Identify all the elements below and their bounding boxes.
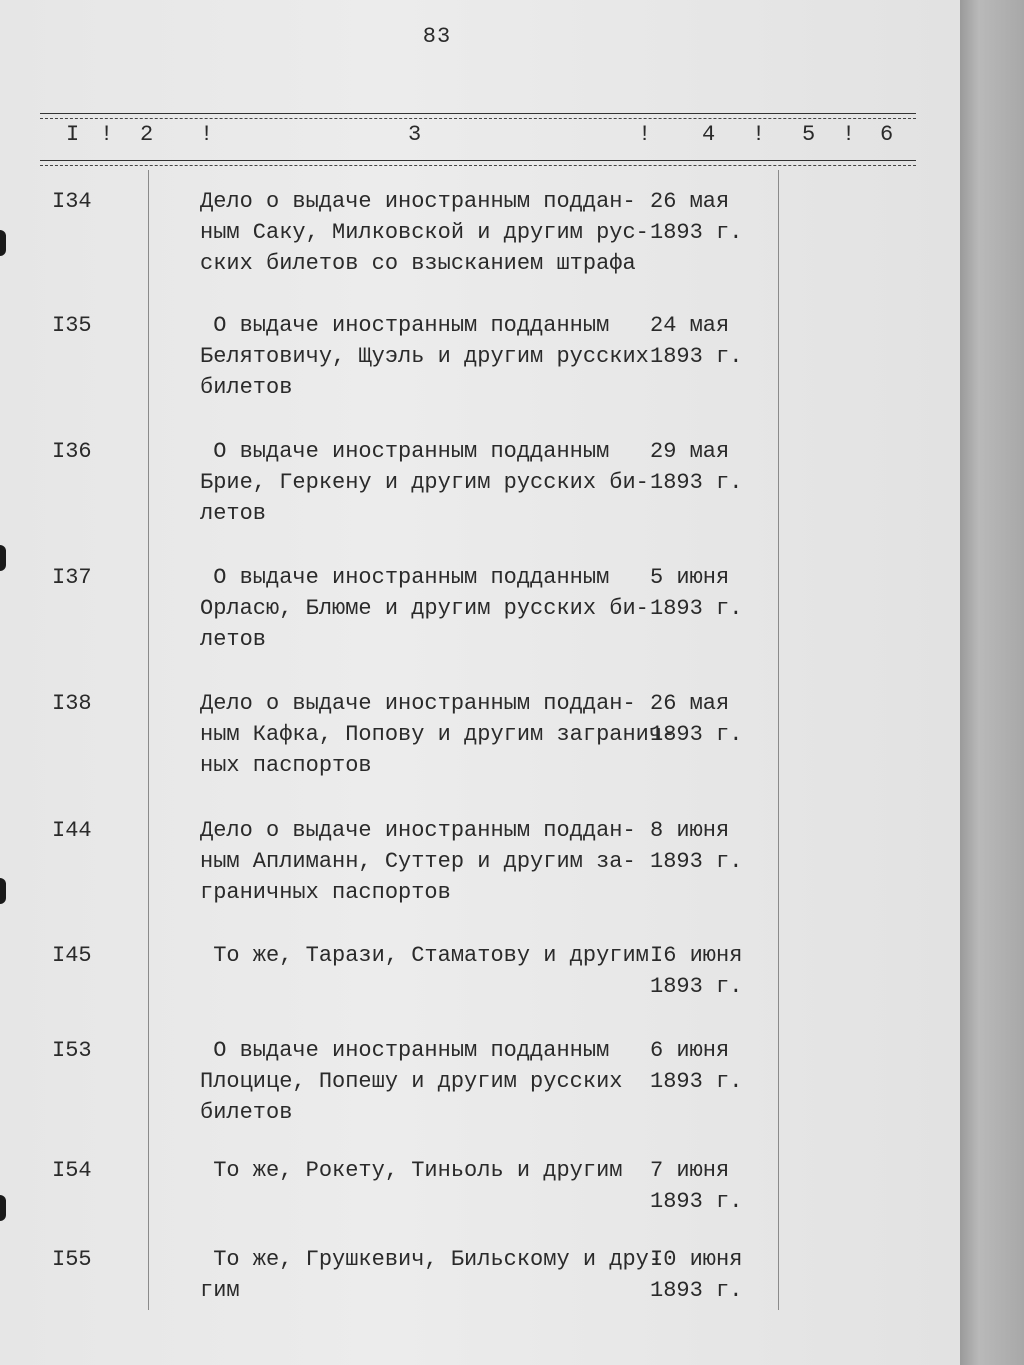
punch-hole-icon (0, 1195, 6, 1221)
entry-date: 8 июня 1893 г. (650, 818, 743, 874)
entry-description: О выдаче иностранным подданным Брие, Геркену и другим русских би- летов (200, 439, 649, 526)
header-separator: ! (638, 122, 652, 147)
entry-date: 5 июня 1893 г. (650, 565, 743, 621)
entry-number: I35 (52, 313, 92, 338)
header-rule-top (40, 113, 916, 114)
header-rule-bottom (40, 160, 916, 161)
header-separator: ! (752, 122, 766, 147)
header-separator: ! (100, 122, 114, 147)
header-col-6: 6 (880, 122, 894, 147)
entry-date: I6 июня 1893 г. (650, 943, 743, 999)
header-separator: ! (842, 122, 856, 147)
entry-description: То же, Грушкевич, Бильскому и дру- гим (200, 1247, 663, 1303)
header-col-3: 3 (408, 122, 422, 147)
entry-number: I54 (52, 1158, 92, 1183)
page-edge-shadow (960, 0, 1024, 1365)
list-item (0, 1244, 900, 1354)
header-col-1: I (66, 122, 80, 147)
entry-description: Дело о выдаче иностранным поддан- ным Аплиманн, Суттер и другим за- граничных паспортов (200, 818, 636, 905)
list-item (0, 688, 900, 798)
list-item (0, 310, 900, 420)
list-item (0, 186, 900, 296)
list-item (0, 940, 900, 1050)
list-item (0, 436, 900, 546)
entry-number: I36 (52, 439, 92, 464)
header-col-2: 2 (140, 122, 154, 147)
page-number: 83 (422, 24, 452, 49)
entry-date: 24 мая 1893 г. (650, 313, 743, 369)
entry-number: I34 (52, 189, 92, 214)
entry-description: О выдаче иностранным подданным Орласю, Блюме и другим русских би- летов (200, 565, 649, 652)
entry-description: О выдаче иностранным подданным Белятовичу, Щуэль и другим русских билетов (200, 313, 649, 400)
entry-description: То же, Тарази, Стаматову и другим (200, 943, 649, 968)
header-col-5: 5 (802, 122, 816, 147)
entry-number: I55 (52, 1247, 92, 1272)
header-rule-bottom-dashed (40, 165, 916, 166)
header-rule-top-dashed (40, 118, 916, 119)
entry-number: I38 (52, 691, 92, 716)
entry-description: О выдаче иностранным подданным Плоцице, Попешу и другим русских билетов (200, 1038, 623, 1125)
entry-date: I0 июня 1893 г. (650, 1247, 743, 1303)
list-item (0, 562, 900, 672)
entry-number: I37 (52, 565, 92, 590)
header-col-4: 4 (702, 122, 716, 147)
entry-description: То же, Рокету, Тиньоль и другим (200, 1158, 623, 1183)
entry-number: I53 (52, 1038, 92, 1063)
entry-date: 26 мая 1893 г. (650, 189, 743, 245)
entry-description: Дело о выдаче иностранным поддан- ным Кафка, Попову и другим загранич- ных паспортов (200, 691, 676, 778)
entry-date: 29 мая 1893 г. (650, 439, 743, 495)
entry-number: I45 (52, 943, 92, 968)
entry-date: 7 июня 1893 г. (650, 1158, 743, 1214)
entry-date: 6 июня 1893 г. (650, 1038, 743, 1094)
list-item (0, 1035, 900, 1145)
entry-description: Дело о выдаче иностранным поддан- ным Саку, Милковской и другим рус- ских билетов со взысканием штрафа (200, 189, 649, 276)
list-item (0, 815, 900, 925)
entry-number: I44 (52, 818, 92, 843)
header-separator: ! (200, 122, 214, 147)
punch-hole-icon (0, 545, 6, 571)
punch-hole-icon (0, 878, 6, 904)
punch-hole-icon (0, 230, 6, 256)
entry-date: 26 мая 1893 г. (650, 691, 743, 747)
